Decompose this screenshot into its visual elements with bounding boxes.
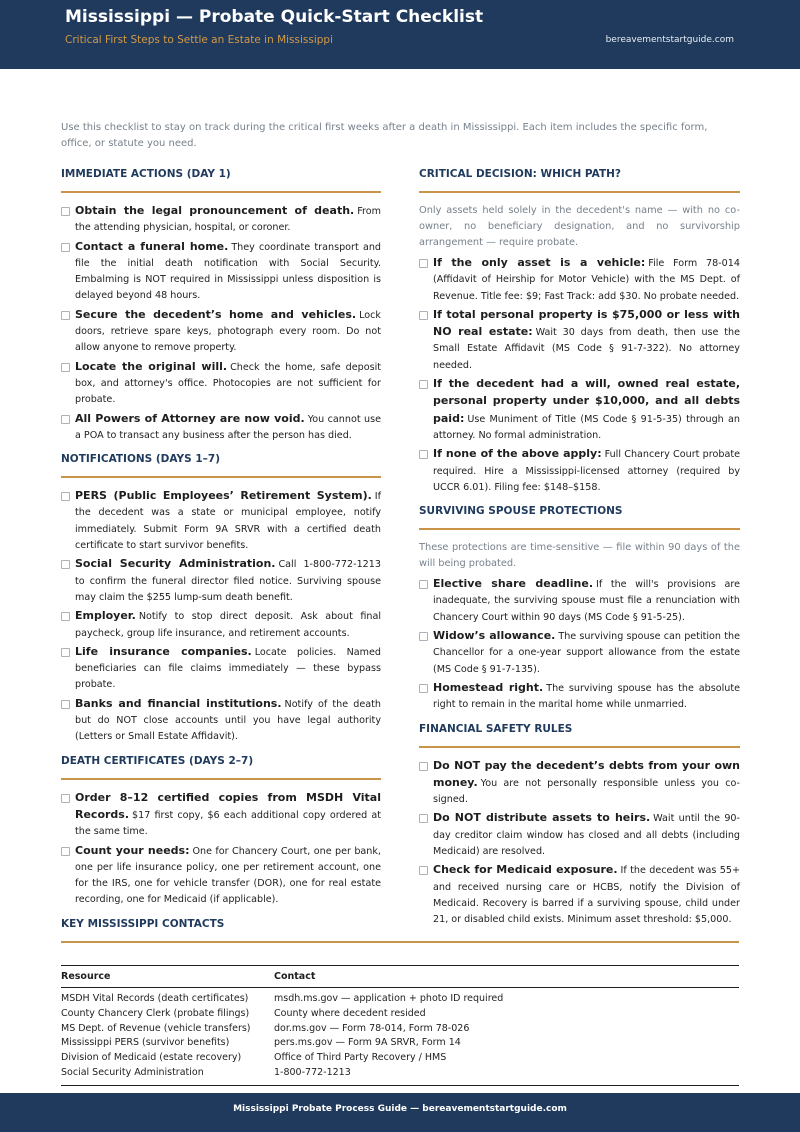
checklist-item bbox=[419, 446, 740, 496]
section-title: CRITICAL DECISION: WHICH PATH? bbox=[419, 168, 621, 180]
checklist-item-label: Widow’s allowance. bbox=[433, 629, 556, 643]
checklist-item-text: Locate policies. Named beneficiaries can file claims immediately — these bypass probate. bbox=[75, 646, 381, 691]
checklist-item-text: From the attending physician, hospital, or coroner. bbox=[75, 206, 381, 234]
checkbox[interactable] bbox=[419, 762, 428, 771]
checklist-item-text: Notify to stop direct deposit. Ask about final paycheck, group life insurance, and retirement accounts. bbox=[75, 611, 381, 639]
page-title: Mississippi — Probate Quick-Start Checklist bbox=[65, 7, 484, 27]
checklist-item bbox=[61, 790, 381, 841]
table-row bbox=[61, 1036, 739, 1051]
table-row bbox=[61, 1022, 739, 1037]
column-header-contact: Contact bbox=[274, 966, 739, 988]
checkbox[interactable] bbox=[61, 363, 70, 372]
checklist-item-label: Order 8–12 certified copies from MSDH Vital Records. bbox=[75, 790, 381, 821]
table-row bbox=[61, 1051, 739, 1066]
checkbox[interactable] bbox=[61, 700, 70, 709]
checklist-item-label: Social Security Administration. bbox=[75, 557, 276, 571]
checklist-item-label: All Powers of Attorney are now void. bbox=[75, 411, 305, 425]
checklist-item-label: Employer. bbox=[75, 609, 136, 623]
checklist-item-text: The surviving spouse can petition the Chancellor for a one-year support allowance from the estate (MS Code § 91-7-135). bbox=[433, 631, 740, 675]
checkbox[interactable] bbox=[61, 415, 70, 424]
checklist-item bbox=[61, 307, 381, 357]
contact-detail: dor.ms.gov — Form 78-014, Form 78-026 bbox=[274, 1022, 470, 1034]
checklist-item bbox=[61, 359, 381, 409]
checkbox[interactable] bbox=[61, 794, 70, 803]
checklist-item-text: Notify of the death but do NOT close accounts until you have legal authority (Letters or Small Estate Affidavit). bbox=[75, 698, 381, 743]
checklist-item-label: If the decedent had a will, owned real estate, personal property under $10,000, and all debts paid: bbox=[433, 377, 740, 425]
checklist-item-text: You are not personally responsible unless you co-signed. bbox=[433, 777, 740, 806]
checklist-item-label: Locate the original will. bbox=[75, 359, 228, 373]
checklist-item bbox=[61, 239, 381, 305]
contacts-table bbox=[61, 965, 739, 1086]
contact-resource: MS Dept. of Revenue (vehicle transfers) bbox=[61, 1022, 251, 1034]
column-header-resource: Resource bbox=[61, 966, 274, 988]
checkbox[interactable] bbox=[419, 866, 428, 875]
checklist-item-label: Do NOT pay the decedent’s debts from your own money. bbox=[433, 758, 740, 789]
checklist-item-label: Homestead right. bbox=[433, 680, 544, 694]
checklist-item-label: If total personal property is $75,000 or less with NO real estate: bbox=[433, 307, 740, 339]
checklist-item bbox=[419, 307, 740, 374]
table-header-row bbox=[61, 966, 739, 988]
checkbox[interactable] bbox=[419, 380, 428, 389]
section-title: NOTIFICATIONS (DAYS 1–7) bbox=[61, 453, 220, 466]
contact-detail: pers.ms.gov — Form 9A SRVR, Form 14 bbox=[274, 1037, 461, 1049]
table-row bbox=[61, 1007, 739, 1022]
checklist-item-label: Check for Medicaid exposure. bbox=[433, 863, 618, 877]
checklist-item bbox=[419, 628, 740, 678]
checklist-item-label: Elective share deadline. bbox=[433, 577, 594, 591]
checklist-item-label: Contact a funeral home. bbox=[75, 239, 229, 253]
contacts-title: KEY MISSISSIPPI CONTACTS bbox=[61, 918, 225, 930]
checklist-item-text: Full Chancery Court probate required. Hire a Mississippi-licensed attorney (required by UCCR 6.01). Filing fee: $148–$158. bbox=[433, 449, 740, 493]
intro-text: Use this checklist to stay on track during the critical first weeks after a death in Mississippi. Each item includes the specific form, office, or statute you need. bbox=[61, 122, 708, 149]
checklist-item bbox=[61, 608, 381, 642]
checklist-item bbox=[419, 758, 740, 809]
checkbox[interactable] bbox=[419, 450, 428, 459]
contact-resource: County Chancery Clerk (probate filings) bbox=[61, 1007, 250, 1019]
section-divider bbox=[61, 191, 381, 193]
contact-detail: 1-800-772-1213 bbox=[274, 1066, 739, 1085]
checkbox[interactable] bbox=[61, 648, 70, 657]
page-subtitle: Critical First Steps to Settle an Estate in Mississippi bbox=[65, 34, 334, 46]
checklist-item bbox=[61, 696, 381, 746]
checklist-item-label: Obtain the legal pronouncement of death. bbox=[75, 204, 355, 217]
checkbox[interactable] bbox=[419, 684, 428, 693]
contact-detail: Office of Third Party Recovery / HMS bbox=[274, 1052, 447, 1064]
checkbox[interactable] bbox=[419, 311, 428, 320]
checklist-item-text: If the decedent was 55+ and received nursing care or HCBS, notify the Division of Medicaid. Recovery is barred if a surviving spouse, child under 21, or disabled child exists. Minimum asset threshold: $5,000. bbox=[433, 865, 740, 926]
checklist-item bbox=[419, 810, 740, 860]
contacts-section bbox=[61, 917, 739, 1086]
checkbox[interactable] bbox=[61, 311, 70, 320]
checkbox[interactable] bbox=[61, 612, 70, 621]
section-divider bbox=[61, 941, 739, 943]
checklist-item-text: If the decedent was a state or municipal employee, notify immediately. Submit Form 9A SRVR with a certified death certificate to start survivor benefits. bbox=[75, 491, 381, 552]
checklist-item-text: Wait until the 90-day creditor claim window has closed and all debts (including Medicaid) are resolved. bbox=[433, 813, 740, 858]
contact-detail: County where decedent resided bbox=[274, 1007, 426, 1019]
page-footer: Mississippi Probate Process Guide — bereavementstartguide.com bbox=[0, 1093, 800, 1132]
checklist-item-label: Do NOT distribute assets to heirs. bbox=[433, 811, 651, 825]
section-divider bbox=[61, 476, 381, 478]
checklist-item bbox=[419, 680, 740, 714]
contact-resource: Division of Medicaid (estate recovery) bbox=[61, 1052, 242, 1064]
checklist-item-text: If the will's provisions are inadequate, the surviving spouse must file a renunciation with Chancery Court within 90 days (MS Code § 91-5-25). bbox=[433, 579, 740, 623]
section-title: FINANCIAL SAFETY RULES bbox=[419, 722, 573, 735]
checklist-item-label: If none of the above apply: bbox=[433, 447, 602, 461]
checklist-item-label: Banks and financial institutions. bbox=[75, 696, 282, 710]
checklist-item-text: They coordinate transport and file the initial death notification with Social Security. Embalming is NOT required in Mississippi unless disposition is delayed beyond 48 hours. bbox=[75, 241, 381, 302]
section-title: IMMEDIATE ACTIONS (DAY 1) bbox=[61, 168, 231, 180]
checklist-item-label: Secure the decedent’s home and vehicles. bbox=[75, 307, 357, 321]
checklist-item bbox=[419, 376, 740, 444]
checklist-item-text: File Form 78-014 (Affidavit of Heirship for Motor Vehicle) with the MS Dept. of Revenue. Title fee: $9; Fast Track: add $30. No probate needed. bbox=[433, 258, 740, 302]
checklist-item bbox=[61, 411, 381, 445]
checklist-item-text: Call 1-800-772-1213 to confirm the funeral director filed notice. Surviving spouse may claim the $255 lump-sum death benefit. bbox=[75, 559, 381, 603]
section-note: Only assets held solely in the decedent's name — with no co-owner, no beneficiary designation, and no survivorship arrangement — require probate. bbox=[419, 205, 740, 248]
table-row bbox=[61, 988, 739, 1007]
checklist-item bbox=[419, 255, 740, 305]
table-row bbox=[61, 1066, 739, 1085]
left-column bbox=[61, 167, 381, 911]
checkbox[interactable] bbox=[419, 814, 428, 823]
checkbox[interactable] bbox=[419, 259, 428, 268]
checklist-item bbox=[419, 576, 740, 626]
section-divider bbox=[419, 746, 740, 748]
section-title: SURVIVING SPOUSE PROTECTIONS bbox=[419, 505, 623, 518]
section-divider bbox=[419, 191, 740, 193]
checklist-item bbox=[61, 488, 381, 554]
checklist-item-label: Life insurance companies. bbox=[75, 644, 252, 658]
checklist-item bbox=[61, 644, 381, 694]
checklist-item-label: PERS (Public Employees’ Retirement System). bbox=[75, 489, 372, 503]
contact-detail: msdh.ms.gov — application + photo ID required bbox=[274, 993, 504, 1004]
checkbox[interactable] bbox=[61, 207, 70, 216]
header-site-url: bereavementstartguide.com bbox=[605, 35, 734, 45]
contact-resource: MSDH Vital Records (death certificates) bbox=[61, 993, 249, 1004]
checklist-item-text: Check the home, safe deposit box, and attorney's office. Photocopies are not sufficient for probate. bbox=[75, 361, 381, 406]
checklist-item-text: One for Chancery Court, one per bank, one per life insurance policy, one per retirement account, one for the IRS, one for vehicle transfer (DOR), one for real estate recording, one for Medicaid (if applicable). bbox=[75, 845, 381, 906]
checklist-item-text: The surviving spouse has the absolute right to remain in the marital home while unmarried. bbox=[433, 682, 740, 711]
checkbox[interactable] bbox=[61, 560, 70, 569]
checklist-item bbox=[61, 556, 381, 606]
checkbox[interactable] bbox=[419, 632, 428, 641]
checkbox[interactable] bbox=[419, 580, 428, 589]
checklist-item bbox=[61, 843, 381, 909]
right-column bbox=[419, 167, 740, 931]
contact-resource: Mississippi PERS (survivor benefits) bbox=[61, 1037, 230, 1049]
section-divider bbox=[61, 778, 381, 780]
checklist-item-text: Wait 30 days from death, then use the Small Estate Affidavit (MS Code § 91-7-322). No attorney needed. bbox=[433, 327, 740, 371]
checklist-item-text: You cannot use a POA to transact any business after the person has died. bbox=[75, 413, 381, 441]
checkbox[interactable] bbox=[61, 492, 70, 501]
contact-resource: Social Security Administration bbox=[61, 1066, 274, 1085]
section-note: These protections are time-sensitive — file within 90 days of the will being probated. bbox=[419, 542, 740, 570]
section-divider bbox=[419, 528, 740, 530]
checklist-item-text: Lock doors, retrieve spare keys, photograph every room. Do not allow anyone to remove property. bbox=[75, 309, 381, 354]
checklist-item-label: Count your needs: bbox=[75, 843, 190, 857]
checkbox[interactable] bbox=[61, 847, 70, 856]
checklist-item-text: Use Muniment of Title (MS Code § 91-5-35) through an attorney. No formal administration. bbox=[433, 413, 740, 441]
checklist-item bbox=[61, 203, 381, 237]
checkbox[interactable] bbox=[61, 243, 70, 252]
page-header bbox=[0, 0, 800, 69]
checklist-item-label: If the only asset is a vehicle: bbox=[433, 256, 646, 269]
section-title: DEATH CERTIFICATES (DAYS 2–7) bbox=[61, 754, 254, 767]
checklist-item-text: $17 first copy, $6 each additional copy ordered at the same time. bbox=[75, 809, 381, 838]
